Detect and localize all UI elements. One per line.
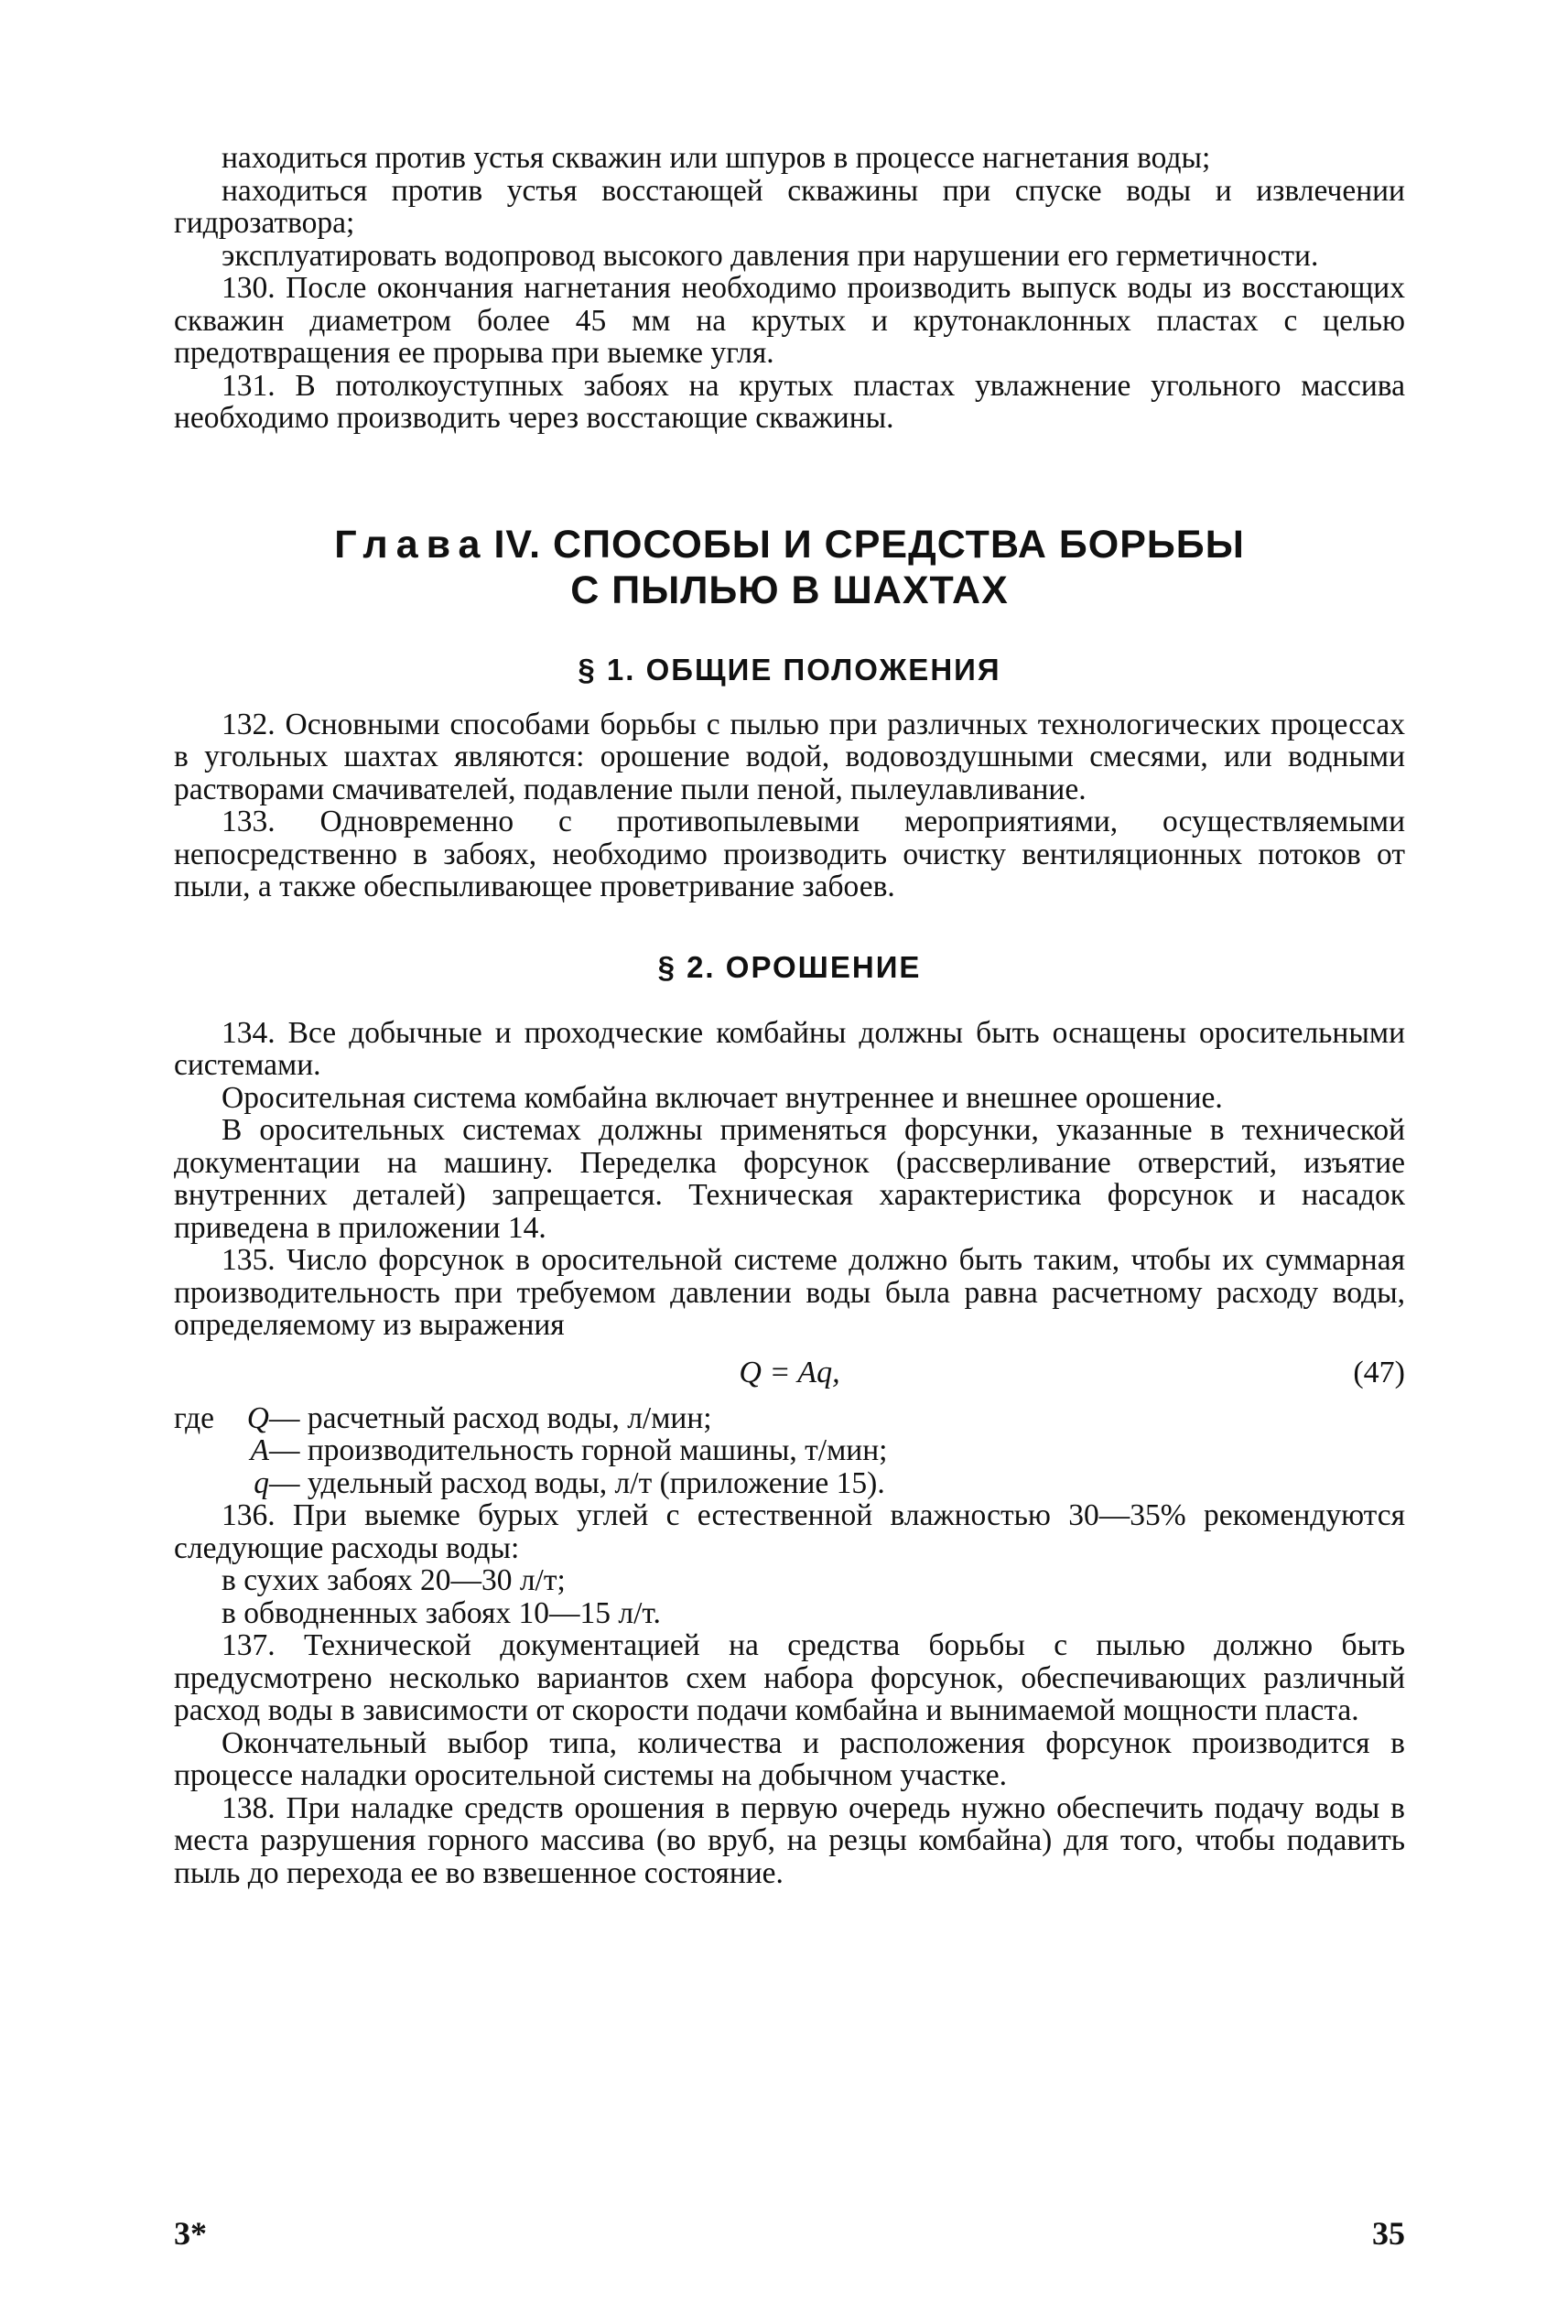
definition-symbol: q [254,1465,269,1500]
formula: Q = Aq, [739,1355,840,1389]
formula-number: (47) [1353,1355,1405,1389]
document-page [174,142,1405,1889]
chapter-heading-line-1 [174,522,1405,567]
definition-symbol: A [250,1433,269,1467]
signature-mark: 3* [174,2215,207,2252]
chapter-title-1: IV. СПОСОБЫ И СРЕДСТВА БОРЬБЫ [493,522,1245,567]
paragraph: Оросительная система комбайна включает внутреннее и внешнее орошение. [222,1080,1223,1115]
section-2-title: § 2. ОРОШЕНИЕ [657,949,922,984]
chapter-heading-line-2: С ПЫЛЬЮ В ШАХТАХ [570,567,1009,612]
paragraph-137: 137. Технической документацией на средства борьбы с пылью должно быть предусмотрено несколько вариантов схем набора форсунок, обеспечивающих различный расход воды в зависимости от скорости подачи комбайна и вынимаемой мощности пласта. [174,1628,1405,1727]
paragraph-131: 131. В потолкоуступных забоях на крутых пластах увлажнение угольного массива необходимо производить через восстающие скважины. [174,368,1405,435]
paragraph-133: 133. Одновременно с противопылевыми мероприятиями, осуществляемыми непосредственно в забоях, необходимо производить очистку вентиляционных потоков от пыли, а также обеспыливающее проветривание забоев. [174,805,1405,903]
paragraph: Окончательный выбор типа, количества и расположения форсунок производится в процессе наладки оросительной системы на добычном участке. [174,1725,1405,1792]
where-label: где [174,1400,214,1435]
paragraph: находиться против устья восстающей скважины при спуске воды и извлечении гидрозатвора; [174,173,1405,240]
definition-row [174,1467,1405,1500]
definition-text: — расчетный расход воды, л/мин; [269,1400,712,1435]
chapter-label: Глава [334,522,489,567]
definition-symbol: Q [246,1400,269,1435]
paragraph-130: 130. После окончания нагнетания необходимо производить выпуск воды из восстающих скважин диаметром более 45 мм на крутых и крутонаклонных пластах с целью предотвращения ее прорыва при выемке угля. [174,271,1405,370]
definition-row [174,1434,1405,1467]
paragraph-138: 138. При наладке средств орошения в первую очередь нужно обеспечить подачу воды в места разрушения горного массива (во вруб, на резцы комбайна) для того, чтобы подавить пыль до перехода ее во взвешенное состояние. [174,1790,1405,1890]
paragraph: находиться против устья скважин или шпуров в процессе нагнетания воды; [222,141,1211,175]
paragraph: эксплуатировать водопровод высокого давления при нарушении его герметичности. [222,238,1319,273]
list-item: в сухих забоях 20—30 л/т; [222,1563,566,1597]
definition-row [174,1402,1405,1435]
list-item: в обводненных забоях 10—15 л/т. [222,1595,661,1630]
paragraph-135: 135. Число форсунок в оросительной системе должно быть таким, чтобы их суммарная производительность при требуемом давлении воды была равна расчетному расходу воды, определяемому из выражения [174,1243,1405,1342]
chapter-heading [174,522,1405,613]
paragraph-136: 136. При выемке бурых углей с естественной влажностью 30—35% рекомендуются следующие расходы воды: [174,1498,1405,1565]
definition-text: — производительность горной машины, т/мин; [269,1433,888,1467]
variable-definitions [174,1402,1405,1500]
paragraph: В оросительных системах должны применяться форсунки, указанные в технической документации на машину. Переделка форсунок (рассверливание отверстий, изъятие внутренних деталей) запрещается. Техническая характеристика форсунок и насадок приведена в приложении 14. [174,1113,1405,1245]
page-number: 35 [1372,2215,1405,2252]
formula-row [174,1351,1405,1395]
paragraph-134: 134. Все добычные и проходческие комбайны должны быть оснащены оросительными системами. [174,1015,1405,1082]
definition-text: — удельный расход воды, л/т (приложение 15). [269,1465,885,1500]
paragraph-132: 132. Основными способами борьбы с пылью при различных технологических процессах в угольных шахтах являются: орошение водой, водовоздушными смесями, или водными растворами смачивателей, подавление пыли пеной, пылеулавливание. [174,707,1405,806]
section-1-title: § 1. ОБЩИЕ ПОЛОЖЕНИЯ [578,652,1001,686]
